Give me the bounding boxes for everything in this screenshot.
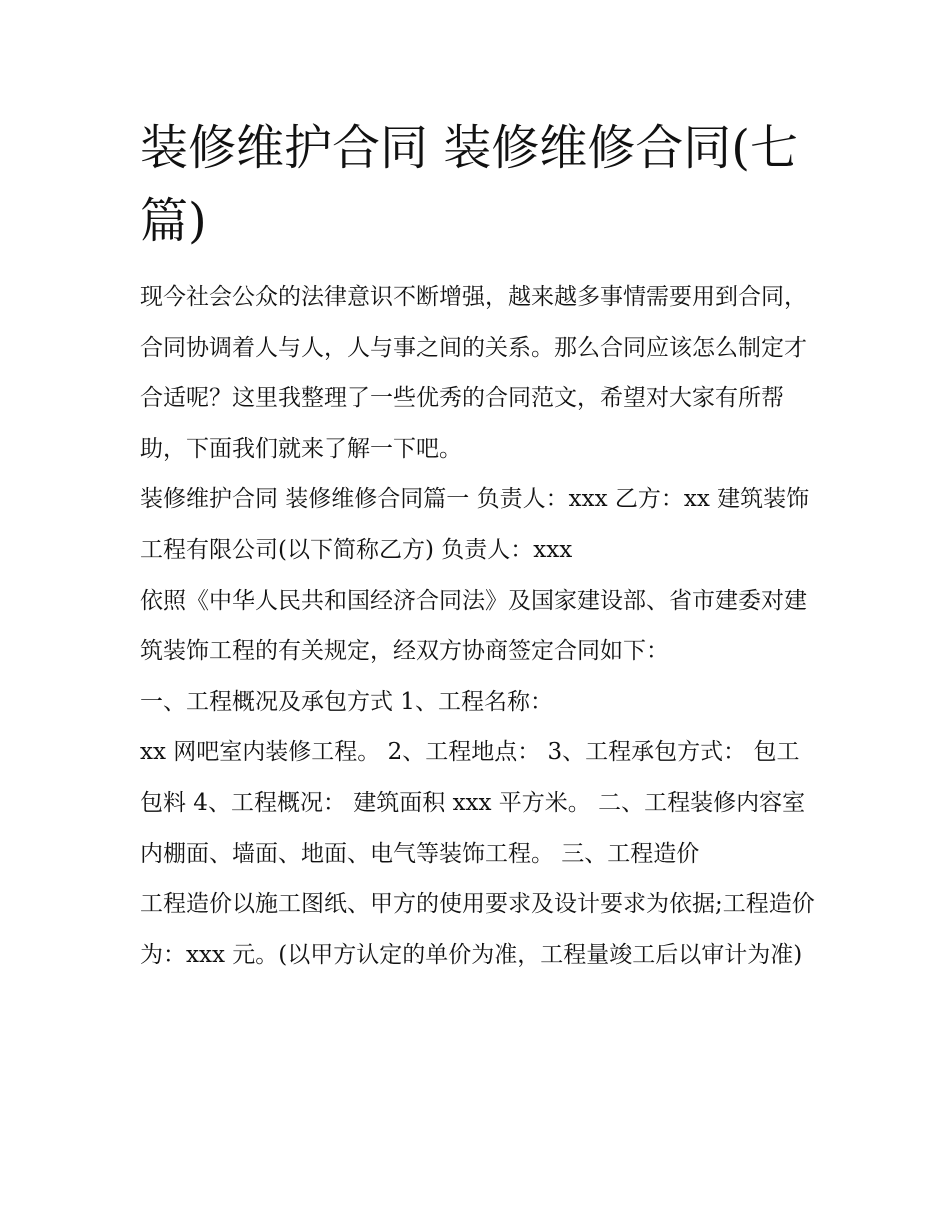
parties-paragraph: 装修维护合同 装修维修合同篇一 负责人：xxx 乙方：xx 建筑装饰工程有限公司(以下简称乙方) 负责人：xxx: [140, 486, 810, 563]
intro-paragraph: 现今社会公众的法律意识不断增强，越来越多事情需要用到合同，合同协调着人与人，人与事之间的关系。那么合同应该怎么制定才合适呢？这里我整理了一些优秀的合同范文，希望对大家有所帮助，下面我们就来了解一下吧。: [140, 284, 807, 462]
document-title: 装修维护合同 装修维修合同(七篇): [140, 120, 798, 249]
project-details-paragraph: xx 网吧室内装修工程。 2、工程地点： 3、工程承包方式： 包工包料 4、工程概况： 建筑面积 xxx 平方米。 二、工程装修内容室内棚面、墙面、地面、电气等装饰工程。 三、工程造价: [140, 739, 806, 867]
section-one-heading: 一、工程概况及承包方式 1、工程名称：: [140, 688, 553, 715]
document-body: [140, 112, 820, 980]
cost-paragraph: 工程造价以施工图纸、甲方的使用要求及设计要求为依据;工程造价为：xxx 元。(以甲方认定的单价为准，工程量竣工后以审计为准): [140, 891, 815, 968]
legal-basis-paragraph: 依照《中华人民共和国经济合同法》及国家建设部、省市建委对建筑装饰工程的有关规定，经双方协商签定合同如下：: [140, 587, 807, 665]
